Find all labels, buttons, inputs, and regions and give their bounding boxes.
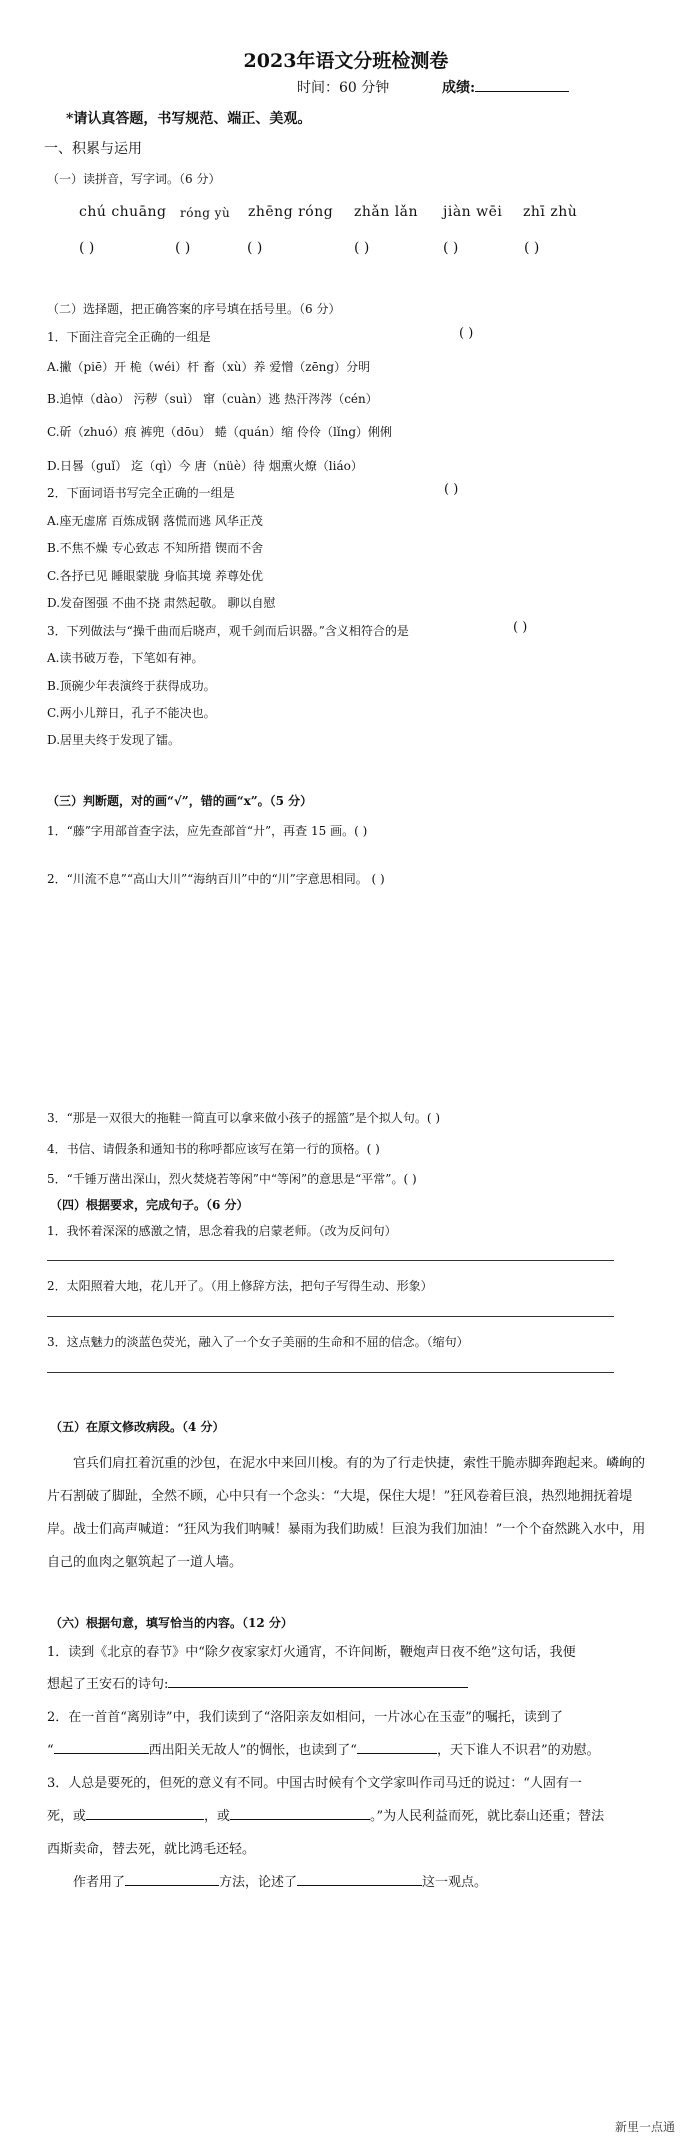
answer-box-4[interactable]: ( )	[354, 240, 370, 256]
answer-box-5[interactable]: ( )	[443, 240, 459, 256]
answer-box-6[interactable]: ( )	[524, 240, 540, 256]
fill-q2-end: ，天下谁人不识君”的劝慰。	[436, 1743, 600, 1758]
fill-q3-a: 死，或	[47, 1809, 87, 1824]
fill-q3-c: 。”为人民利益而死，就比泰山还重；替法	[370, 1809, 605, 1824]
q3-option-d: D.居里夫终于发现了镭。	[47, 733, 181, 747]
fill-q3-line4	[73, 1871, 487, 1890]
pinyin-2: róng yù	[180, 206, 231, 220]
fill-q1-line2-text: 想起了王安石的诗句:	[47, 1677, 169, 1692]
judge-item-5: 5．“千锤万凿出深山，烈火焚烧若等闲”中“等闲”的意思是“平常”。( )	[47, 1172, 417, 1186]
q1-option-d: D.日晷（guǐ） 迄（qì）今 唐（nüè）待 烟熏火燎（liáo）	[47, 459, 363, 473]
fill-blank-q3c[interactable]	[125, 1871, 219, 1886]
answer-box-3[interactable]: ( )	[247, 240, 263, 256]
pinyin-1: chú chuāng	[79, 204, 167, 220]
q1-stem: 1．下面注音完全正确的一组是	[47, 330, 211, 344]
answer-line-1[interactable]	[47, 1260, 614, 1261]
fill-q3-f: 这一观点。	[422, 1875, 488, 1890]
part4-title: （四）根据要求，完成句子。（6 分）	[50, 1198, 249, 1212]
q2-option-d: D.发奋图强 不曲不挠 肃然起敬。 聊以自慰	[47, 596, 276, 610]
revision-paragraph: 官兵们肩扛着沉重的沙包，在泥水中来回川梭。有的为了行走快捷，索性干脆赤脚奔跑起来。嶙峋的片石割破了脚趾，全然不顾，心中只有一个念头：“大堤，保住大堤！”狂风卷着巨浪，热烈地拥抚着堤岸。战士们高声喊道：“狂风为我们呐喊！暴雨为我们助威！巨浪为我们加油！”一个个奋然跳入水中，用自己的血肉之躯筑起了一道人墙。	[47, 1456, 646, 1570]
q3-option-c: C.两小儿辩日，孔子不能决也。	[47, 706, 216, 720]
fill-blank-q3b[interactable]	[230, 1805, 370, 1820]
q2-answer-box[interactable]: ( )	[444, 482, 459, 497]
fill-q3-d: 作者用了	[73, 1875, 126, 1890]
fill-blank-q2a[interactable]	[54, 1739, 149, 1754]
q2-option-b: B.不焦不燥 专心致志 不知所措 锲而不舍	[47, 541, 264, 555]
answer-line-3[interactable]	[47, 1372, 614, 1373]
notice: *请认真答题，书写规范、端正、美观。	[66, 111, 312, 127]
pinyin-4: zhǎn lǎn	[354, 204, 419, 220]
judge-item-3: 3．“那是一双很大的拖鞋一简直可以拿来做小孩子的摇篮”是个拟人句。( )	[47, 1111, 441, 1125]
q3-stem: 3．下列做法与“操千曲而后晓声，观千剑而后识器。”含义相符合的是	[47, 624, 409, 638]
q3-answer-box[interactable]: ( )	[513, 620, 528, 635]
answer-box-1[interactable]: ( )	[79, 240, 95, 256]
part6-title: （六）根据句意，填写恰当的内容。（12 分）	[50, 1616, 293, 1630]
q2-stem: 2．下面词语书写完全正确的一组是	[47, 486, 235, 500]
rewrite-item-3: 3．这点魅力的淡蓝色荧光，融入了一个女子美丽的生命和不屈的信念。（缩句）	[47, 1335, 469, 1349]
part1-title: （一）读拼音，写字词。（6 分）	[47, 172, 221, 186]
score-blank[interactable]	[475, 77, 569, 92]
section1-title: 一、积累与运用	[44, 141, 142, 157]
judge-item-2: 2．“川流不息”“高山大川”“海纳百川”中的“川”字意思相同。 ( )	[47, 872, 385, 886]
fill-blank-q1[interactable]	[168, 1673, 468, 1688]
watermark: 新里一点通	[615, 2120, 676, 2134]
judge-item-4: 4．书信、请假条和通知书的称呼都应该写在第一行的顶格。( )	[47, 1142, 380, 1156]
q1-option-a: A.撇（piē）开 桅（wéi）杆 畜（xù）养 爱憎（zēng）分明	[47, 360, 371, 374]
answer-box-2[interactable]: ( )	[175, 240, 191, 256]
fill-q3-b: ，或	[204, 1809, 231, 1824]
rewrite-item-1: 1．我怀着深深的感激之情，思念着我的启蒙老师。（改为反问句）	[47, 1224, 397, 1238]
pinyin-5: jiàn wēi	[443, 204, 503, 220]
pinyin-3: zhēng róng	[248, 204, 334, 220]
fill-blank-q3a[interactable]	[86, 1805, 204, 1820]
score-label	[442, 77, 569, 97]
q1-answer-box[interactable]: ( )	[459, 326, 474, 341]
q1-option-c: C.斫（zhuó）痕 裤兜（dōu） 蜷（quán）缩 伶伶（lǐng）俐俐	[47, 425, 393, 439]
fill-q2-quote-open: “	[47, 1743, 54, 1758]
fill-q3-line2	[47, 1805, 604, 1824]
q1-option-b: B.追悼（dào） 污秽（suì） 窜（cuàn）逃 热汗涔涔（cén）	[47, 392, 378, 406]
fill-q2-line1: 2．在一首首“离别诗”中，我们读到了“洛阳亲友如相问，一片冰心在玉壶”的嘱托，读到了	[47, 1710, 563, 1725]
fill-blank-q3d[interactable]	[297, 1871, 422, 1886]
answer-line-2[interactable]	[47, 1316, 614, 1317]
judge-item-1: 1．“藤”字用部首查字法，应先查部首“廾”，再查 15 画。( )	[47, 824, 368, 838]
q2-option-c: C.各抒已见 睡眼蒙胧 身临其境 养尊处优	[47, 569, 264, 583]
fill-q3-line3: 西斯卖命，替去死，就比鸿毛还轻。	[47, 1842, 256, 1857]
part3-title: （三）判断题，对的画“√”，错的画“x”。（5 分）	[47, 794, 313, 808]
rewrite-item-2: 2．太阳照着大地，花儿开了。（用上修辞方法，把句子写得生动、形象）	[47, 1279, 433, 1293]
score-label-text: 成绩:	[442, 80, 476, 96]
fill-blank-q2b[interactable]	[357, 1739, 437, 1754]
page-title: 2023年语文分班检测卷	[243, 50, 449, 72]
fill-q1-line1: 1．读到《北京的春节》中“除夕夜家家灯火通宵，不许间断，鞭炮声日夜不绝”这句话，我便	[47, 1645, 576, 1660]
q3-option-a: A.读书破万卷，下笔如有神。	[47, 651, 204, 665]
fill-q2-mid: 西出阳关无故人”的惆怅，也读到了“	[148, 1743, 357, 1758]
fill-q3-line1: 3．人总是要死的，但死的意义有不同。中国古时候有个文学家叫作司马迁的说过：“人固有一	[47, 1776, 582, 1791]
q2-option-a: A.座无虚席 百炼成钢 落慌而逃 风华正茂	[47, 514, 263, 528]
q3-option-b: B.顶碗少年表演终于获得成功。	[47, 679, 216, 693]
fill-q3-e: 方法，论述了	[219, 1875, 298, 1890]
part2-title: （二）选择题，把正确答案的序号填在括号里。（6 分）	[47, 302, 341, 316]
pinyin-6: zhī zhù	[523, 204, 578, 220]
time-label: 时间：60 分钟	[297, 80, 390, 96]
fill-q2-line2	[47, 1739, 600, 1758]
fill-q1-line2	[47, 1673, 468, 1692]
part5-title: （五）在原文修改病段。（4 分）	[50, 1420, 225, 1434]
